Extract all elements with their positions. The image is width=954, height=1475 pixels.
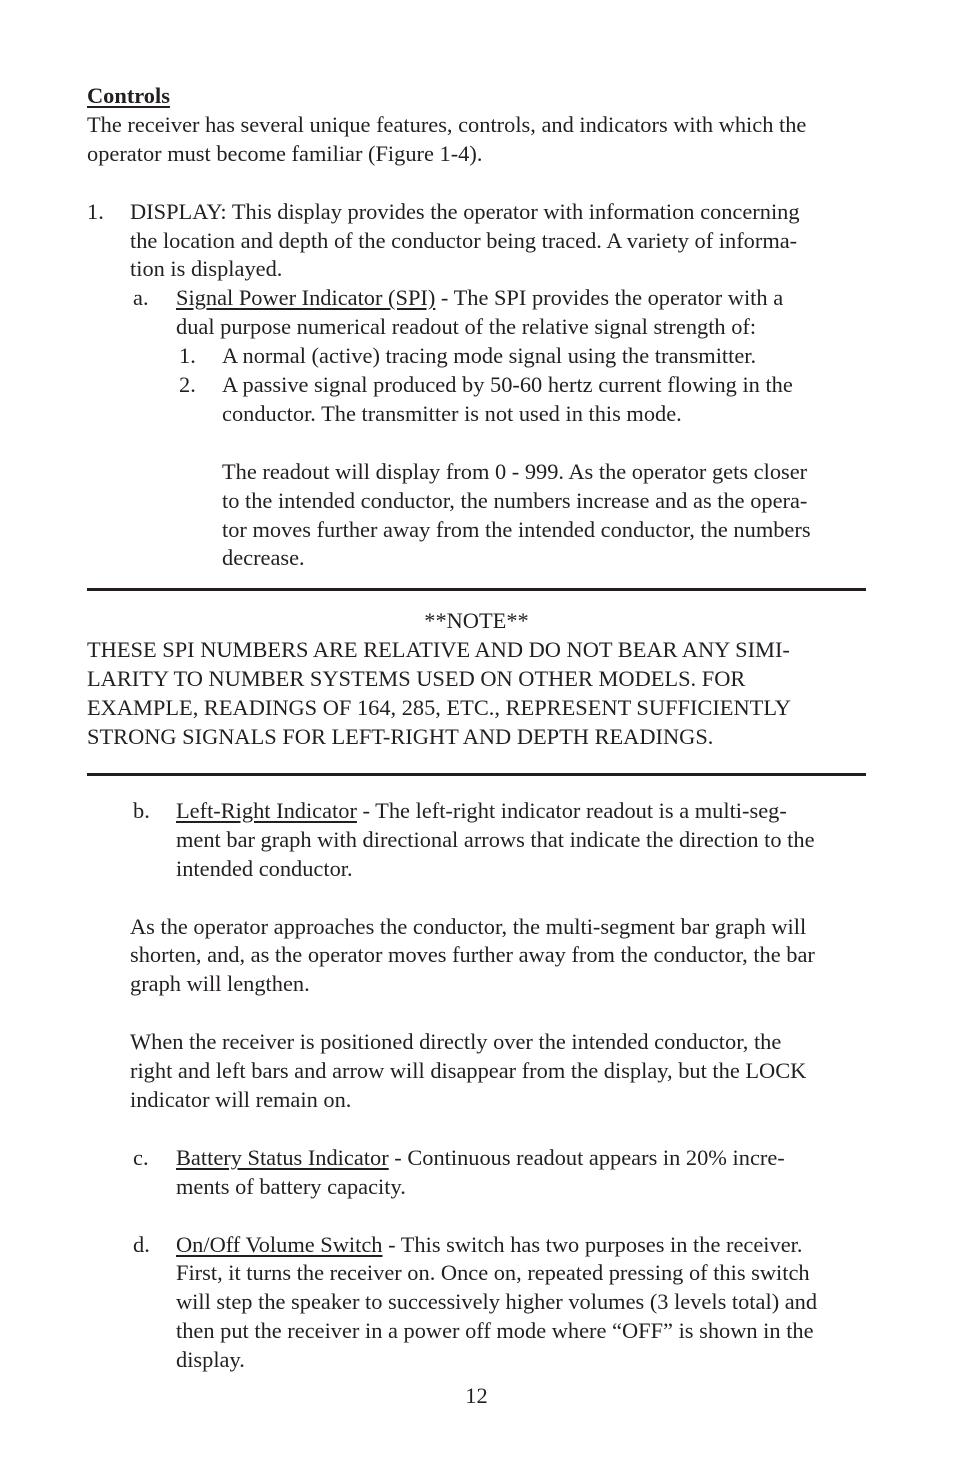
positioned-line: right and left bars and arrow will disappear from the display, but the LOCK bbox=[130, 1058, 807, 1083]
item-letter: c. bbox=[133, 1145, 149, 1170]
item-letter: b. bbox=[133, 798, 150, 823]
item-d-line: display. bbox=[176, 1347, 245, 1372]
item-c-line: ments of battery capacity. bbox=[176, 1174, 406, 1199]
item-c-title: Battery Status Indicator bbox=[176, 1145, 389, 1170]
readout-line: to the intended conductor, the numbers increase and as the opera- bbox=[222, 488, 808, 513]
note-line: LARITY TO NUMBER SYSTEMS USED ON OTHER MODELS. FOR bbox=[87, 666, 746, 691]
approach-line: shorten, and, as the operator moves further away from the conductor, the bar bbox=[130, 942, 815, 967]
item1-line: tion is displayed. bbox=[130, 256, 283, 281]
item-b-line: ment bar graph with directional arrows that indicate the direction to the bbox=[176, 827, 815, 852]
note-line: EXAMPLE, READINGS OF 164, 285, ETC., REPRESENT SUFFICIENTLY bbox=[87, 695, 791, 720]
item-number: 1. bbox=[87, 199, 104, 224]
item-letter: a. bbox=[133, 285, 149, 310]
intro-line: The receiver has several unique features, controls, and indicators with which the bbox=[87, 112, 807, 137]
readout-line: tor moves further away from the intended conductor, the numbers bbox=[222, 517, 811, 542]
sub-item-text: conductor. The transmitter is not used in this mode. bbox=[222, 401, 682, 426]
positioned-line: indicator will remain on. bbox=[130, 1087, 352, 1112]
note-line: THESE SPI NUMBERS ARE RELATIVE AND DO NOT BEAR ANY SIMI- bbox=[87, 637, 790, 662]
item-b-line bbox=[176, 796, 787, 825]
page-number: 12 bbox=[465, 1383, 488, 1408]
positioned-line: When the receiver is positioned directly over the intended conductor, the bbox=[130, 1029, 782, 1054]
item-letter: d. bbox=[133, 1232, 150, 1257]
item-a-title: Signal Power Indicator (SPI) bbox=[176, 285, 436, 310]
note-top-rule bbox=[87, 588, 866, 591]
approach-line: graph will lengthen. bbox=[130, 971, 310, 996]
item-d-line: will step the speaker to successively higher volumes (3 levels total) and bbox=[176, 1289, 818, 1314]
item-a-line bbox=[176, 283, 783, 312]
item1-line: the location and depth of the conductor being traced. A variety of informa- bbox=[130, 228, 798, 253]
item-d-text: - This switch has two purposes in the receiver. bbox=[382, 1232, 803, 1257]
item-c-text: - Continuous readout appears in 20% incre- bbox=[388, 1145, 785, 1170]
note-bottom-rule bbox=[87, 773, 866, 776]
item-d-line: then put the receiver in a power off mode where “OFF” is shown in the bbox=[176, 1318, 814, 1343]
item-b-title: Left-Right Indicator bbox=[176, 798, 357, 823]
item-a-line: dual purpose numerical readout of the relative signal strength of: bbox=[176, 314, 757, 339]
item-d-line bbox=[176, 1230, 802, 1259]
item-a-text: - The SPI provides the operator with a bbox=[435, 285, 784, 310]
approach-line: As the operator approaches the conductor, the multi-segment bar graph will bbox=[130, 914, 807, 939]
readout-line: The readout will display from 0 - 999. As the operator gets closer bbox=[222, 459, 808, 484]
sub-item-number: 1. bbox=[179, 343, 196, 368]
item-b-text: - The left-right indicator readout is a multi-seg- bbox=[356, 798, 787, 823]
item1-line: DISPLAY: This display provides the operator with information concerning bbox=[130, 199, 800, 224]
note-title: **NOTE** bbox=[424, 608, 529, 633]
sub-item-text: A passive signal produced by 50-60 hertz current flowing in the bbox=[222, 372, 793, 397]
sub-item-text: A normal (active) tracing mode signal using the transmitter. bbox=[222, 343, 757, 368]
sub-item-number: 2. bbox=[179, 372, 196, 397]
item-d-title: On/Off Volume Switch bbox=[176, 1232, 383, 1257]
item-b-line: intended conductor. bbox=[176, 856, 353, 881]
intro-line: operator must become familiar (Figure 1-4). bbox=[87, 141, 483, 166]
section-heading: Controls bbox=[87, 83, 170, 108]
readout-line: decrease. bbox=[222, 545, 305, 570]
item-c-line bbox=[176, 1143, 785, 1172]
item-d-line: First, it turns the receiver on. Once on, repeated pressing of this switch bbox=[176, 1260, 810, 1285]
note-line: STRONG SIGNALS FOR LEFT-RIGHT AND DEPTH READINGS. bbox=[87, 724, 714, 749]
